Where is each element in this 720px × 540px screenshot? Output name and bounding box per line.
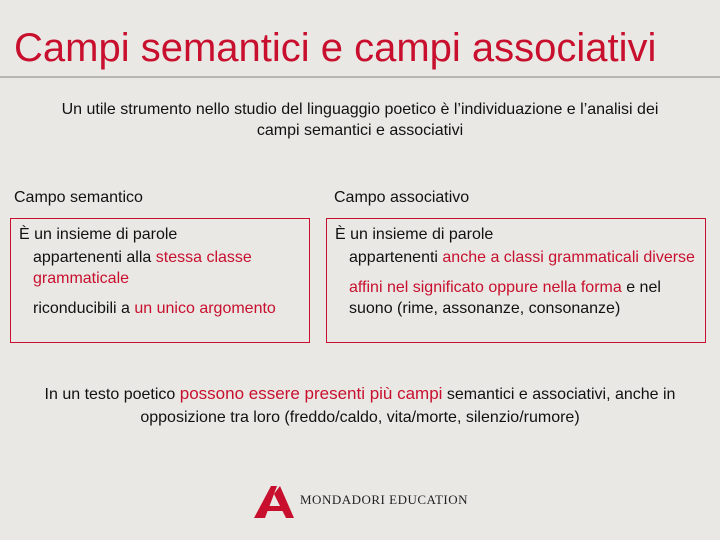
associative-field-box [326,218,706,343]
intro-text: Un utile strumento nello studio del linguaggio poetico è l’individuazione e l’analisi dei campi semantici e associativi [61,101,659,139]
left-column-heading: Campo semantico [14,189,143,206]
conclusion-text-end: semantici e associativi, anche in opposizione tra loro (freddo/caldo, vita/morte, silenzio/rumore) [140,386,676,426]
right-column-heading: Campo associativo [334,189,470,206]
publisher-logo [252,484,472,520]
associative-point-1-highlight: anche a classi grammaticali diverse [442,249,695,266]
associative-point-1-text: appartenenti [349,249,443,266]
title-divider [0,76,720,78]
semantic-point-1-highlight: stessa classe grammaticale [33,249,252,287]
mondadori-a-logo-icon [252,484,298,520]
publisher-logo-text: MONDADORI EDUCATION [300,492,469,507]
associative-point-2-highlight: affini nel significato oppure nella forma [349,279,622,296]
conclusion-text [40,382,680,429]
associative-point-1 [335,247,697,268]
associative-point-2 [335,277,697,319]
associative-lead: È un insieme di parole [335,226,494,243]
semantic-point-2 [19,298,301,319]
semantic-lead: È un insieme di parole [19,226,178,243]
semantic-field-box [10,218,310,343]
conclusion-text-start: In un testo poetico [44,386,180,403]
conclusion-highlight: possono essere presenti più campi [179,384,443,403]
semantic-point-1 [19,247,301,289]
semantic-point-2-text: riconducibili a [33,300,135,317]
associative-point-2-text: e nel suono (rime, assonanze, consonanze) [349,279,661,317]
semantic-point-2-highlight: un unico argomento [134,300,276,317]
slide-title: Campi semantici e campi associativi [14,26,657,70]
semantic-point-1-text: appartenenti alla [33,249,156,266]
